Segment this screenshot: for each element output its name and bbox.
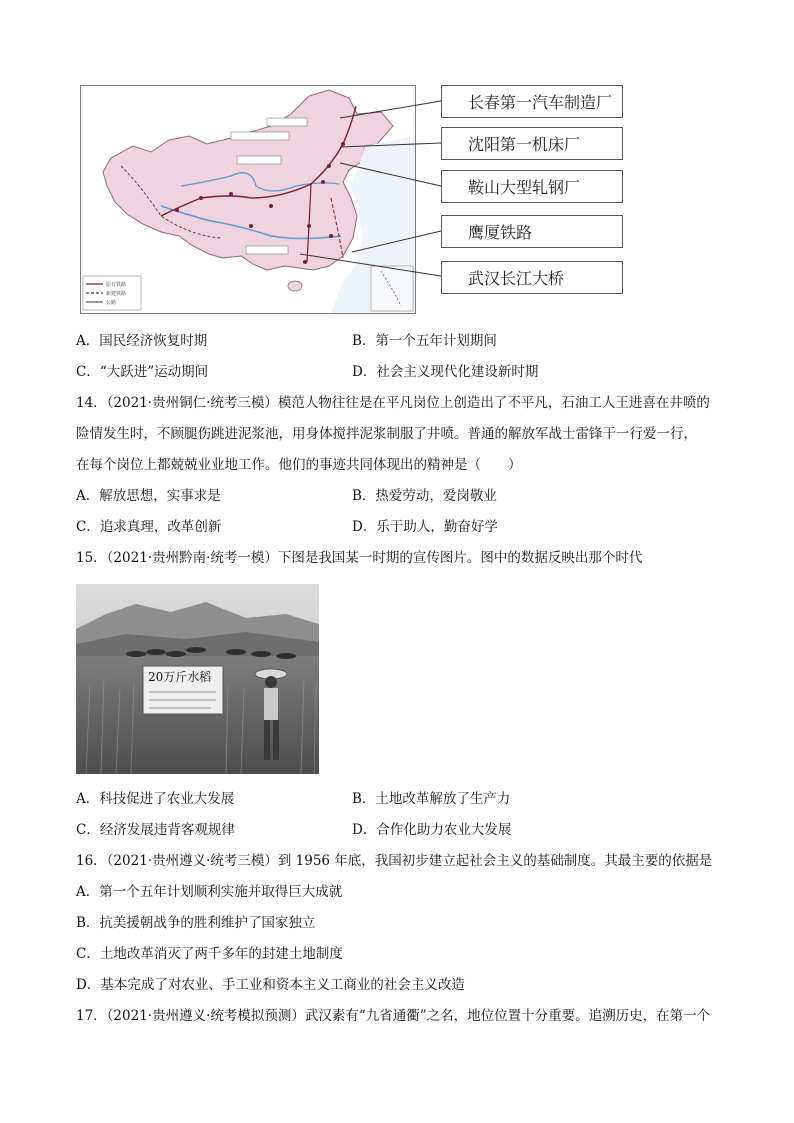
q14-option-d: D．乐于助人，勤奋好学 xyxy=(352,519,498,535)
callout-wuhan-bridge: 武汉长江大桥 xyxy=(441,261,623,294)
q16-option-d: D．基本完成了对农业、手工业和资本主义工商业的社会主义改造 xyxy=(76,977,465,993)
q13-option-c: C．“大跃进”运动期间 xyxy=(76,364,209,380)
svg-text:新建铁路: 新建铁路 xyxy=(106,291,127,297)
q15-option-d: D．合作化助力农业大发展 xyxy=(352,822,512,838)
q13-option-d: D．社会主义现代化建设新时期 xyxy=(352,364,539,380)
callout-connectors xyxy=(0,0,794,330)
q13-option-a: A．国民经济恢复时期 xyxy=(76,333,208,349)
q15-option-c: C．经济发展违背客观规律 xyxy=(76,822,235,838)
q14-stem-line-3: 在每个岗位上都兢兢业业地工作。他们的事迹共同体现出的精神是（ ） xyxy=(76,457,522,473)
svg-text:原有铁路: 原有铁路 xyxy=(106,282,127,288)
propaganda-photo xyxy=(76,584,319,774)
q14-option-b: B．热爱劳动，爱岗敬业 xyxy=(352,488,497,504)
callout-shenyang-machine-tool: 沈阳第一机床厂 xyxy=(441,127,623,160)
q16-stem-line-1: 16．（2021·贵州遵义·统考三模）到 1956 年底，我国初步建立起社会主义的基础制度。其最主要的依据是 xyxy=(76,853,713,869)
q13-option-b: B．第一个五年计划期间 xyxy=(352,333,497,349)
q15-stem-line-1: 15．（2021·贵州黔南·统考一模）下图是我国某一时期的宣传图片。图中的数据反映出那个时代 xyxy=(76,550,643,566)
q16-option-c: C．土地改革消灭了两千多年的封建土地制度 xyxy=(76,946,343,962)
q17-stem-line-1: 17．（2021·贵州遵义·统考模拟预测）武汉素有“九省通衢”之名，地位位置十分重要。追溯历史，在第一个 xyxy=(76,1008,711,1024)
q16-option-b: B．抗美援朝战争的胜利维护了国家独立 xyxy=(76,915,316,931)
q14-stem-line-1: 14．（2021·贵州铜仁·统考三模）模范人物往往是在平凡岗位上创造出了不平凡，石油工人王进喜在井喷的 xyxy=(76,395,710,411)
callout-changchun-auto-plant: 长春第一汽车制造厂 xyxy=(441,85,623,118)
callout-yingxia-railway: 鹰厦铁路 xyxy=(441,215,623,248)
q15-option-a: A．科技促进了农业大发展 xyxy=(76,791,235,807)
q14-stem-line-2: 险情发生时，不顾腿伤跳进泥浆池，用身体搅拌泥浆制服了井喷。普通的解放军战士雷锋干一行爱一行， xyxy=(76,426,697,442)
svg-text:公路: 公路 xyxy=(106,300,117,306)
callout-anshan-steel: 鞍山大型轧钢厂 xyxy=(441,170,623,203)
q15-option-b: B．土地改革解放了生产力 xyxy=(352,791,511,807)
photo-sign-text: 20万斤水稻 xyxy=(148,670,212,684)
q16-option-a: A．第一个五年计划顺利实施并取得巨大成就 xyxy=(76,884,343,900)
q14-option-a: A．解放思想，实事求是 xyxy=(76,488,221,504)
q14-option-c: C．追求真理，改革创新 xyxy=(76,519,222,535)
